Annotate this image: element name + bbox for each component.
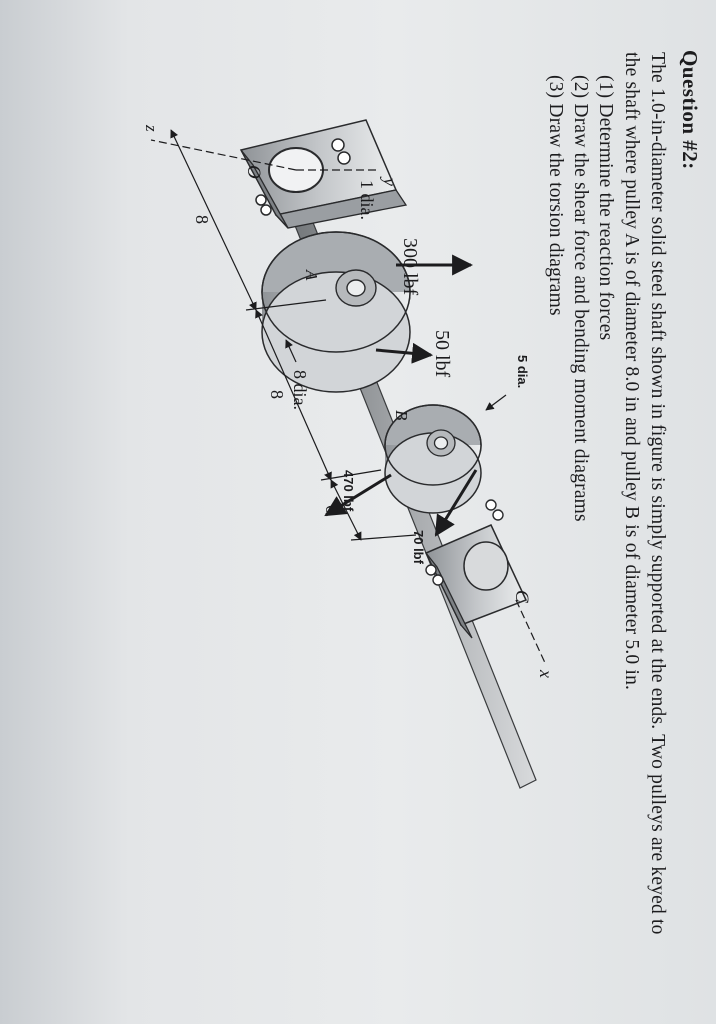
label-point-o: O <box>243 165 264 179</box>
pulley-a <box>262 232 410 392</box>
label-300lbf: 300 lbf <box>399 238 421 296</box>
label-470lbf: 470 lbf <box>341 470 356 512</box>
label-dim-8-a: 8 <box>192 215 212 224</box>
bearing-c <box>426 500 526 638</box>
question-text-line-2: the shaft where pulley A is of diameter 8.0 in and pulley B is of diameter 5.0 in. <box>621 52 642 691</box>
label-dim-8-b: 8 <box>267 390 287 399</box>
question-title: Question #2: <box>678 50 702 170</box>
question-text-line-1: The 1.0-in-diameter solid steel shaft shown in figure is simply supported at the ends. Two pulleys are keyed to <box>647 52 668 935</box>
label-point-a: A <box>302 270 321 281</box>
bearing-o <box>241 120 406 228</box>
label-axis-y: y <box>380 178 400 186</box>
label-point-c: C <box>511 590 532 603</box>
task-2: (2) Draw the shear force and bending moment diagrams <box>570 75 591 522</box>
task-3: (3) Draw the torsion diagrams <box>545 75 566 316</box>
task-1: (1) Determine the reaction forces <box>595 75 616 341</box>
label-8-dia: 8 dia. <box>290 370 310 410</box>
label-axis-x: x <box>536 670 556 678</box>
label-1-dia: 1 dia. <box>357 180 377 220</box>
label-dim-6: 6 <box>322 505 342 514</box>
label-70lbf: 70 lbf <box>411 530 426 564</box>
pulley-b <box>385 405 481 513</box>
label-5-dia: 5 dia. <box>515 355 530 389</box>
label-axis-z: z <box>142 125 161 132</box>
label-point-b: B <box>392 410 411 421</box>
label-50lbf: 50 lbf <box>431 330 453 378</box>
